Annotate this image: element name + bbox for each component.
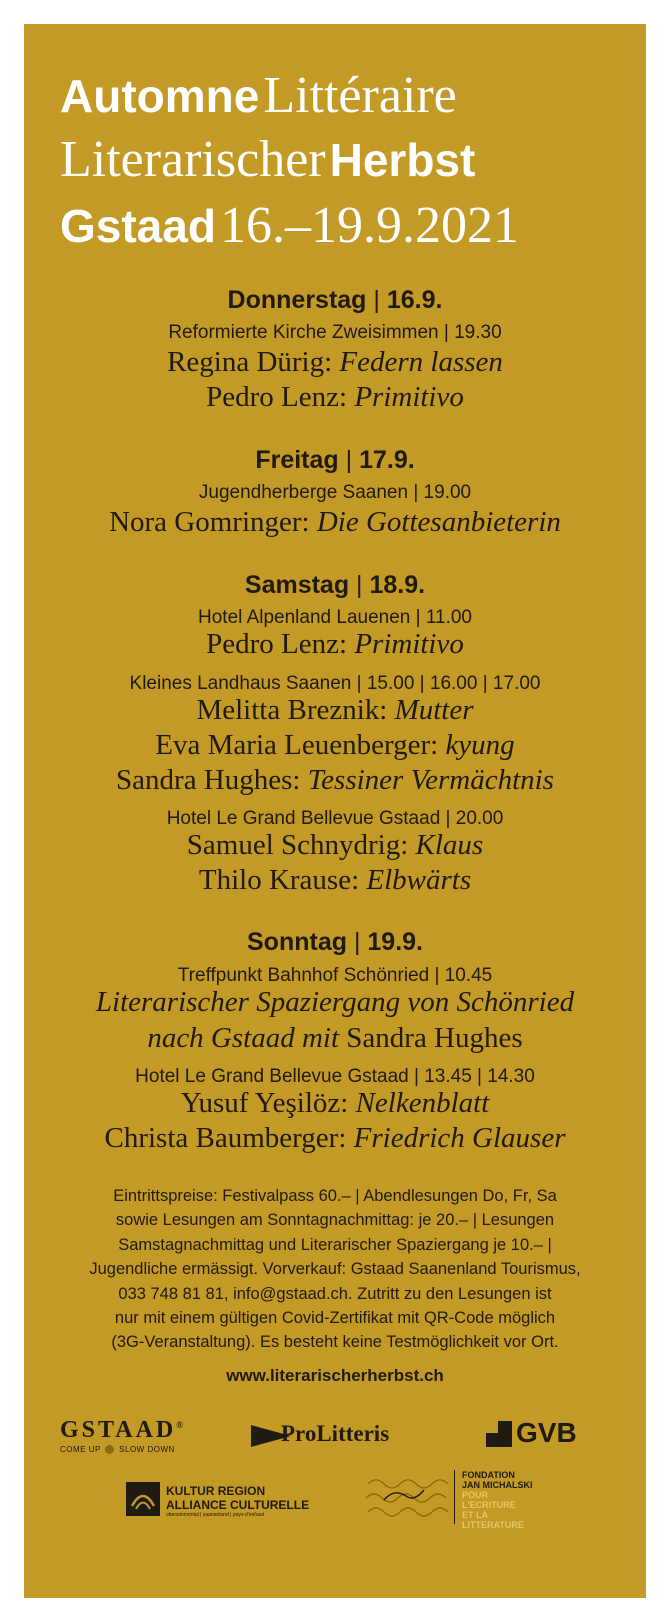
title-dates: 16.–19.9.2021 [219,197,519,254]
day-date: 18.9. [369,571,426,599]
reading-title: Friedrich Glauser [353,1122,566,1154]
info-line: sowie Lesungen am Sonntagnachmittag: je 20.– | Lesungen [115,1211,555,1230]
reading-line [24,829,646,862]
registered-mark: ® [176,1420,186,1430]
gvb-wordmark: GVB [516,1417,577,1448]
venue-line: Hotel Alpenland Lauenen | 11.00 [198,607,472,628]
reading-author: Regina Dürig: [167,346,340,378]
gvb-logo [486,1418,596,1450]
alliance-culturelle-line: ALLIANCE CULTURELLE [166,1498,310,1512]
reading-title: Nelkenblatt [355,1087,490,1119]
reading-title: Elbwärts [366,864,472,896]
reading-line [24,1087,646,1120]
reading-author: Pedro Lenz: [206,381,355,413]
day-date: 19.9. [367,928,423,956]
info-line: (3G-Veranstaltung). Es besteht keine Testmöglichkeit vor Ort. [111,1333,559,1352]
fondation-line: LITTERATURE [462,1520,524,1530]
reading-line [24,986,646,1019]
kultur-region-logo [126,1482,326,1518]
reading-author: Eva Maria Leuenberger: [155,729,446,761]
reading-title: kyung [445,729,515,761]
reading-author: Yusuf Yeşilöz: [180,1087,356,1119]
fondation-line: FONDATION [462,1470,515,1480]
walk-title: Literarischer Spaziergang von Schönried [95,986,575,1018]
day-date: 17.9. [359,446,415,474]
info-line: Samstagnachmittag und Literarischer Spaziergang je 10.– | [118,1235,552,1254]
ticket-info [24,1184,646,1355]
title-line-1 [60,67,457,124]
fondation-handwriting-icon [364,1470,454,1526]
kultur-region-subline: obersimmental | saanenland | pays-d'enhaut [166,1512,265,1518]
gstaad-logo [60,1417,200,1454]
title-line-2 [60,131,476,188]
reading-line [24,628,646,661]
venue-line: Treffpunkt Bahnhof Schönried | 10.45 [177,965,493,986]
reading-line [24,381,646,414]
gstaad-tagline-right: SLOW DOWN [119,1445,175,1454]
day-name: Donnerstag [227,286,367,314]
reading-line [24,1022,646,1055]
day-heading-friday: Freitag | 17.9. [255,446,415,474]
reading-author: Melitta Breznik: [196,694,395,726]
venue-line: Hotel Le Grand Bellevue Gstaad | 20.00 [166,808,504,829]
reading-title: Die Gottesanbieterin [316,506,561,538]
fondation-line: JAN MICHALSKI [462,1480,533,1490]
title-gstaad: Gstaad [60,200,216,252]
reading-author: Nora Gomringer: [109,506,317,538]
day-name: Samstag [244,571,350,599]
info-line: nur mit einem gültigen Covid-Zertifikat mit QR-Code möglich [114,1309,556,1328]
fondation-line: ET LA [462,1510,488,1520]
venue-line: Hotel Le Grand Bellevue Gstaad | 13.45 | 14.30 [135,1066,535,1087]
reading-line [24,506,646,539]
reading-title: Primitivo [354,381,464,413]
info-line: Eintrittspreise: Festivalpass 60.– | Abendlesungen Do, Fr, Sa [113,1187,557,1205]
venue-line: Kleines Landhaus Saanen | 15.00 | 16.00 | 17.00 [129,673,541,694]
venue-line: Reformierte Kirche Zweisimmen | 19.30 [168,322,502,343]
reading-line [24,346,646,379]
day-heading-sunday: Sonntag | 19.9. [247,928,423,956]
kultur-region-line: KULTUR REGION [166,1484,266,1498]
walk-guide: Sandra Hughes [339,1022,523,1054]
title-herbst: Herbst [329,134,476,186]
prolitteris-logo [251,1421,431,1451]
reading-author: Thilo Krause: [198,864,367,896]
reading-author: Pedro Lenz: [206,628,355,660]
gstaad-wordmark: GSTAAD [60,1417,177,1443]
title-literarischer: Literarischer [60,131,326,188]
day-name: Freitag [255,446,339,474]
fondation-line: POUR [462,1490,489,1500]
gstaad-tagline-left: COME UP [60,1445,101,1454]
day-heading-thursday: Donnerstag | 16.9. [227,286,443,314]
reading-title: Primitivo [354,628,464,660]
reading-line [24,864,646,897]
title-litteraire: Littéraire [263,67,457,124]
sun-icon [105,1445,114,1454]
fondation-divider [454,1470,455,1524]
gvb-mark-icon [486,1421,512,1447]
title-automne: Automne [60,70,260,122]
fondation-line: L'ECRITURE [462,1500,516,1510]
poster-panel [24,24,646,1598]
title-line-3 [60,197,519,254]
day-date: 16.9. [386,286,443,314]
reading-title: Tessiner Vermächtnis [307,764,554,796]
reading-author: Christa Baumberger: [104,1122,354,1154]
day-heading-saturday: Samstag | 18.9. [244,571,426,599]
website-link[interactable]: www.literarischerherbst.ch [226,1366,444,1385]
reading-author: Samuel Schnydrig: [186,829,416,861]
info-line: 033 748 81 81, info@gstaad.ch. Zutritt zu den Lesungen ist [118,1284,552,1303]
reading-line [24,1122,646,1155]
info-line: Jugendliche ermässigt. Vorverkauf: Gstaad Saanenland Tourismus, [89,1260,581,1279]
venue-line: Jugendherberge Saanen | 19.00 [198,482,472,503]
prolitteris-wordmark: ProLitteris [281,1421,390,1446]
kultur-region-emblem-icon [126,1482,160,1516]
day-name: Sonntag [247,928,347,956]
reading-title: Klaus [415,829,484,861]
reading-title: Mutter [394,694,474,726]
reading-line [24,764,646,797]
reading-line [24,694,646,727]
fondation-jan-michalski-text [462,1470,533,1530]
reading-title: Federn lassen [339,346,503,378]
reading-author: Sandra Hughes: [116,764,308,796]
walk-title: nach Gstaad mit [147,1022,340,1054]
reading-line [24,729,646,762]
